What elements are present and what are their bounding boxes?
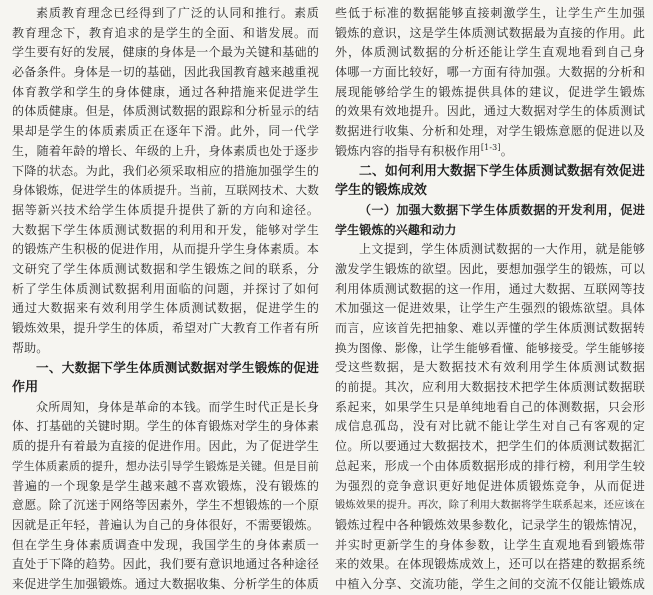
text-line — [335, 280, 645, 300]
text-line — [12, 24, 319, 44]
text-line — [335, 142, 645, 162]
line-text: 析了学生体质测试数据利用面临的问题，并探讨了如何 — [12, 281, 319, 296]
text-line — [12, 83, 319, 103]
line-text: 外，体质测试数据的分析还能让学生直观地看到自己身 — [335, 45, 645, 60]
line-text: 帮助。 — [12, 340, 49, 355]
line-text: 作用 — [12, 380, 39, 396]
line-text: 来促进学生加强锻炼。通过大数据收集、分析学生的体质 — [12, 576, 319, 591]
line-text: 受这些数据，是大数据技术有效利用学生体质测试数据 — [335, 360, 645, 375]
line-text: 质的提升有着最为直接的促进作用。因此，为了促进学生 — [12, 439, 319, 454]
left-column — [12, 4, 319, 591]
line-text: 直处于下降的趋势。因此，我们要有意识地通过各种途径 — [12, 557, 319, 572]
text-line — [335, 398, 645, 418]
line-text: 上文提到，学生体质测试数据的一大作用，就是能够 — [359, 242, 645, 257]
line-text: 据等新兴技术给学生体质提升提供了新的方向和途径。 — [12, 202, 319, 217]
line-text: 意愿。除了沉迷于网络等因素外，学生不想锻炼的一个原 — [12, 498, 319, 513]
text-line — [12, 162, 319, 182]
text-line — [12, 260, 319, 280]
line-text: 术加强这一促进效果，让学生产生强烈的锻炼欲望。具体 — [335, 301, 645, 316]
text-line — [12, 496, 319, 516]
text-line — [335, 339, 645, 359]
section-heading-line — [335, 162, 645, 182]
text-line — [335, 63, 645, 83]
line-text: 而言，应该首先把抽象、难以弄懂的学生体质测试数据转 — [335, 321, 645, 335]
line-text: 激发学生锻炼的欲望。因此，要想加强学生的锻炼，可以 — [335, 261, 645, 276]
line-text: 为强烈的竞争意识更好地促进体质锻炼竞争，从而促进 — [335, 478, 645, 493]
line-text: 系起来，如果学生只是单纯地看自己的体测数据，只会形 — [335, 399, 645, 414]
line-text: 成信息孤岛，没有对比就不能让学生对自己有客观的定 — [335, 419, 645, 434]
line-text: 一、大数据下学生体质测试数据对学生锻炼的促进 — [36, 360, 319, 376]
text-line — [12, 398, 319, 418]
text-line — [12, 4, 319, 24]
line-text: 总起来，形成一个由体质数据形成的排行榜，利用学生较 — [335, 458, 645, 473]
line-text: 的体质健康。但是，体质测试数据的跟踪和分析显示的结 — [12, 104, 319, 119]
text-line — [12, 299, 319, 319]
text-line — [335, 43, 645, 63]
line-text: （一）加强大数据下学生体质数据的开发利用，促进 — [359, 202, 645, 217]
line-text: 二、如何利用大数据下学生体质测试数据有效促进 — [359, 163, 645, 179]
line-text: 体育教学和学生的身体健康，通过各种措施来促进学生 — [12, 84, 319, 99]
citation-marker: [1-3] — [480, 142, 501, 152]
section-heading-line — [335, 201, 645, 221]
text-line — [335, 477, 645, 497]
text-line — [335, 378, 645, 398]
line-text: 的效果有效地提升。因此，通过大数据对学生的体质测试 — [335, 104, 645, 119]
line-text: 文研究了学生体质测试数据和学生锻炼之间的联系，分 — [12, 261, 319, 276]
text-line — [12, 240, 319, 260]
line-text: 锻炼内容的指导有积极作用 — [335, 143, 481, 158]
line-text: 换为图像、影像，让学生能够看懂、能够接受。学生能够接 — [335, 340, 645, 355]
line-tail: 。 — [500, 143, 513, 158]
text-line — [335, 83, 645, 103]
text-line — [335, 457, 645, 477]
text-line — [12, 477, 319, 497]
section-heading-line — [12, 358, 319, 378]
section-heading-line — [335, 221, 645, 241]
line-text: 位。所以要通过大数据技术，把学生们的体质测试数据汇 — [335, 439, 645, 454]
line-text: 素质教育理念已经得到了广泛的认同和推行。素质 — [36, 6, 319, 20]
text-line — [335, 240, 645, 260]
text-line — [335, 575, 645, 595]
line-text: 锻炼效果，提升学生的体质，希望对广大教育工作者有所 — [12, 321, 319, 335]
text-line — [12, 43, 319, 63]
text-line — [12, 339, 319, 359]
line-text: 必备条件。身体是一切的基础，因此我国教育越来越重视 — [12, 65, 319, 80]
text-line — [12, 437, 319, 457]
text-line — [335, 102, 645, 122]
text-line — [335, 122, 645, 142]
line-text: 通过大数据来有效利用学生体质测试数据，促进学生的 — [12, 301, 319, 316]
text-line — [12, 102, 319, 122]
line-text: 来的效果。在体现锻炼成效上，还可以在搭建的数据系统 — [335, 557, 645, 572]
line-text: 学生要有好的发展，健康的身体是一个最为关键和基础的 — [12, 45, 319, 60]
line-text: 的锻炼产生积极的促进作用，从而提升学生身体素质。本 — [12, 242, 319, 257]
text-line — [12, 142, 319, 162]
line-text: 众所周知，身体是革命的本钱。而学生时代正是长身 — [36, 399, 319, 414]
line-text: 体、打基础的关键时期。学生的体育锻炼对学生的身体素 — [12, 419, 319, 434]
text-line — [335, 319, 645, 339]
text-line — [335, 417, 645, 437]
text-line — [335, 358, 645, 378]
text-line — [12, 417, 319, 437]
text-line — [335, 536, 645, 556]
text-line — [335, 24, 645, 44]
line-text: 因就是正年轻，普遍认为自己的身体很好，不需要锻炼。 — [12, 517, 319, 532]
line-text: 数据进行收集、分析和处理，对学生锻炼意愿的促进以及 — [335, 124, 645, 139]
text-line — [12, 319, 319, 339]
text-line — [12, 575, 319, 595]
line-text: 锻炼的意识，这是学生体质测试数据最为直接的作用。此 — [335, 25, 645, 40]
line-text: 展现能够给学生的锻炼提供具体的建议，促进学生锻炼 — [335, 84, 645, 99]
line-text: 大数据下学生体质测试数据的利用和开发，能够对学生 — [12, 222, 319, 237]
line-text: 生，随着年龄的增长、年级的上升，身体素质也处于逐步 — [12, 143, 319, 158]
line-text: 但在学生身体素质调查中发现，我国学生的身体素质一 — [12, 537, 319, 552]
line-text: 学生锻炼的兴趣和动力 — [335, 222, 457, 237]
line-text: 些低于标准的数据能够直接刺激学生，让学生产生加强 — [335, 6, 645, 20]
text-line — [335, 555, 645, 575]
line-text: 普遍的一个现象是学生越来越不喜欢锻炼，没有锻炼的 — [12, 478, 319, 493]
text-line — [335, 516, 645, 536]
text-line — [12, 181, 319, 201]
text-line — [12, 63, 319, 83]
text-line — [12, 122, 319, 142]
text-line — [12, 201, 319, 221]
text-line — [335, 4, 645, 24]
text-line — [335, 437, 645, 457]
line-text: 学生的锻炼成效 — [335, 183, 428, 199]
line-text: 体哪一方面比较好，哪一方面有待加强。大数据的分析和 — [335, 65, 645, 80]
text-line — [335, 299, 645, 319]
text-line — [335, 260, 645, 280]
line-text: 教育理念下，教育追求的是学生的全面、和谐发展。而 — [12, 25, 319, 40]
text-line — [12, 280, 319, 300]
line-text: 利用体质测试数据的这一作用，通过大数据、互联网等技 — [335, 281, 645, 296]
line-text: 身体锻炼，促进学生的体质提升。当前，互联网技术、大数 — [12, 183, 319, 198]
text-line — [12, 555, 319, 575]
section-heading-line — [335, 181, 645, 201]
section-heading-line — [12, 378, 319, 398]
line-text: 果却是学生的体质素质正在逐年下滑。此外，同一代学 — [12, 124, 319, 139]
line-text: 学生体质素质的提升，想办法引导学生锻炼是关键。但是目前 — [12, 459, 319, 473]
text-line — [12, 536, 319, 556]
text-line — [12, 457, 319, 477]
line-text: 并实时更新学生的身体参数，让学生直观地看到锻炼带 — [335, 537, 645, 552]
line-text: 锻炼过程中各种锻炼效果参数化，记录学生的锻炼情况， — [335, 517, 645, 532]
text-line — [12, 221, 319, 241]
line-text: 的前提。其次，应利用大数据技术把学生体质测试数据联 — [335, 380, 645, 395]
text-line — [335, 496, 645, 516]
line-text: 中植入分享、交流功能，学生之间的交流不仅能让锻炼成 — [335, 576, 645, 591]
line-text: 下降的状态。为此，我们必须采取相应的措施加强学生的 — [12, 163, 319, 178]
text-line — [12, 516, 319, 536]
line-text: 锻炼效果的提升。再次，除了利用大数据将学生联系起来，还应该在 — [335, 500, 645, 512]
right-column — [335, 4, 645, 591]
